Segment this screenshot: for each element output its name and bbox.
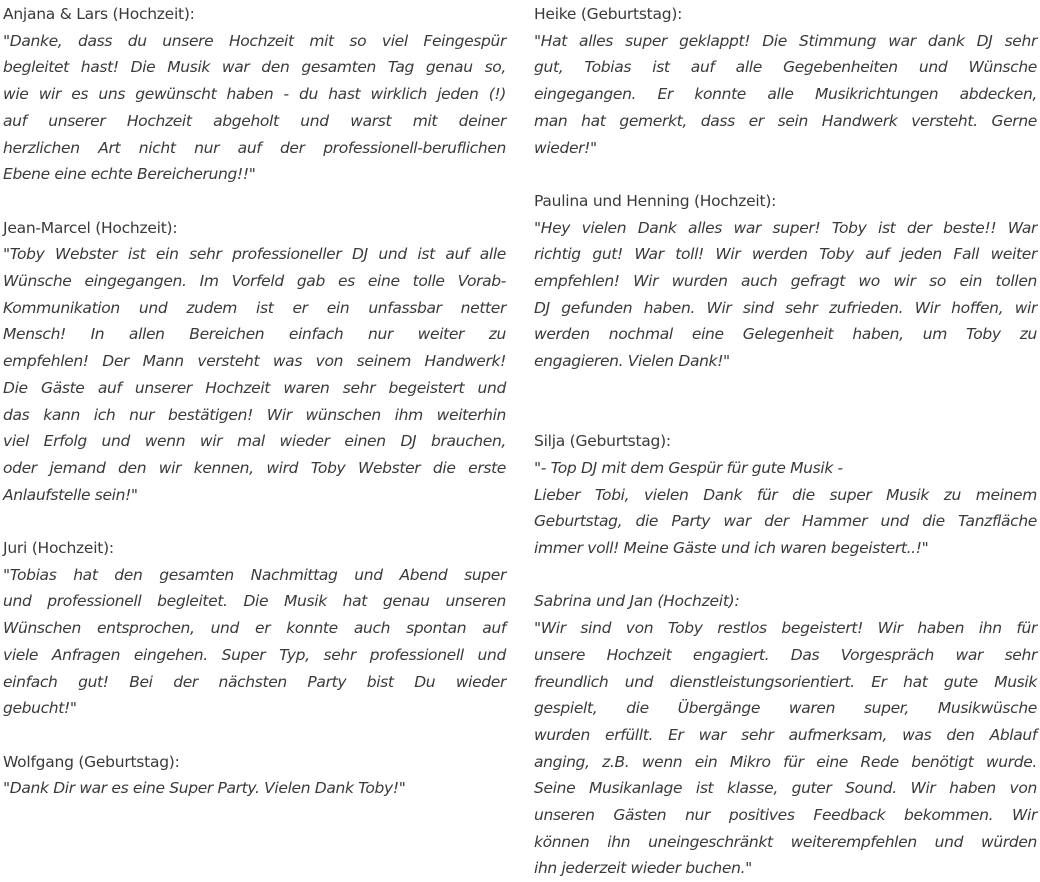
quote-line: Geburtstag, die Party war der Hammer und die Tanzfläche [534, 512, 1037, 531]
quote-line: "Dank Dir war es eine Super Party. Vielen Dank Toby!" [3, 779, 406, 798]
quote-line: "Hat alles super geklappt! Die Stimmung war dank DJ sehr [534, 31, 1037, 50]
quote-line: wieder!" [534, 138, 597, 157]
quote-line: Wünschen entsprochen, und er konnte auch spontan auf [3, 619, 506, 638]
quote-line: einfach gut! Bei der nächsten Party bist Du wieder [3, 672, 506, 691]
quote-line: auf unserer Hochzeit abgeholt und warst mit deiner [3, 111, 506, 130]
quote-line: "Toby Webster ist ein sehr professioneller DJ und ist auf alle [3, 245, 506, 264]
quote-line: und professionell begleitet. Die Musik hat genau unseren [3, 592, 506, 611]
review-author: Silja (Geburtstag): [534, 432, 671, 451]
quote-line: "Tobias hat den gesamten Nachmittag und Abend super [3, 565, 506, 584]
quote-line: ihn jederzeit wieder buchen." [534, 859, 752, 878]
quote-line: Anlaufstelle sein!" [3, 485, 138, 504]
quote-line: "- Top DJ mit dem Gespür für gute Musik - [534, 458, 843, 477]
quote-line: empfehlen! Wir wurden auch gefragt wo wir so ein tollen [534, 272, 1037, 291]
quote-line: Wünsche eingegangen. Im Vorfeld gab es eine tolle Vorab- [3, 272, 506, 291]
quote-line: herzlichen Art nicht nur auf der professionell-beruflichen [3, 138, 506, 157]
quote-line: Die Gäste auf unserer Hochzeit waren sehr begeistert und [3, 378, 506, 397]
quote-line: wurden erfüllt. Er war sehr aufmerksam, was den Ablauf [534, 725, 1037, 744]
quote-line: Kommunikation und zudem ist er ein unfassbar netter [3, 298, 506, 317]
review-jean-marcel [3, 215, 506, 509]
quote-line: Ebene eine echte Bereicherung!!" [3, 165, 256, 184]
quote-line: gut, Tobias ist auf alle Gegebenheiten und Wünsche [534, 58, 1037, 77]
review-author: Juri (Hochzeit): [3, 539, 114, 558]
review-juri [3, 535, 506, 722]
quote-line: gebucht!" [3, 699, 77, 718]
review-anjana-lars [3, 1, 506, 188]
review-quote [3, 775, 506, 802]
review-author: Heike (Geburtstag): [534, 5, 683, 23]
review-author: Anjana & Lars (Hochzeit): [3, 5, 195, 23]
right-column [534, 1, 1037, 882]
review-quote [534, 455, 1037, 562]
review-wolfgang [3, 749, 506, 802]
quote-line: Lieber Tobi, vielen Dank für die super Musik zu meinem [534, 485, 1037, 504]
review-author: Sabrina und Jan (Hochzeit): [534, 592, 740, 611]
quote-line: werden nochmal eine Gelegenheit haben, um Toby zu [534, 325, 1037, 344]
quote-line: richtig gut! War toll! Wir werden Toby auf jeden Fall weiter [534, 245, 1037, 264]
quote-line: "Danke, dass du unsere Hochzeit mit so viel Feingespür [3, 31, 506, 50]
quote-line: "Wir sind von Toby restlos begeistert! Wir haben ihn für [534, 619, 1037, 638]
review-quote [534, 28, 1037, 162]
quote-line: man hat gemerkt, dass er sein Handwerk versteht. Gerne [534, 111, 1037, 130]
quote-line: anging, z.B. wenn ein Mikro für eine Rede benötigt wurde. [534, 752, 1037, 771]
quote-line: wie wir es uns gewünscht haben - du hast wirklich jeden (!) [3, 85, 506, 104]
review-silja [534, 428, 1037, 562]
quote-line: oder jemand den wir kennen, wird Toby Webster die erste [3, 458, 506, 477]
quote-line: viele Anfragen eingehen. Super Typ, sehr professionell und [3, 645, 506, 664]
quote-line: empfehlen! Der Mann versteht was von seinem Handwerk! [3, 352, 506, 371]
quote-line: können ihn uneingeschränkt weiterempfehlen und würden [534, 832, 1037, 851]
review-author: Wolfgang (Geburtstag): [3, 752, 180, 771]
quote-line: Mensch! In allen Bereichen einfach nur weiter zu [3, 325, 506, 344]
review-quote [3, 562, 506, 722]
quote-line: viel Erfolg und wenn wir mal wieder einen DJ brauchen, [3, 432, 506, 451]
quote-line: eingegangen. Er konnte alle Musikrichtungen abdecken, [534, 85, 1037, 104]
review-quote [3, 241, 506, 508]
quote-line: Seine Musikanlage ist klasse, guter Sound. Wir haben von [534, 779, 1037, 798]
quote-line: unseren Gästen nur positives Feedback bekommen. Wir [534, 806, 1037, 825]
review-paulina-henning [534, 188, 1037, 375]
quote-line: "Hey vielen Dank alles war super! Toby ist der beste!! War [534, 218, 1037, 237]
review-quote [534, 215, 1037, 375]
review-heike [534, 1, 1037, 161]
review-quote [534, 615, 1037, 882]
quote-line: DJ gefunden haben. Wir sind sehr zufrieden. Wir hoffen, wir [534, 298, 1037, 317]
quote-line: engagieren. Vielen Dank!" [534, 352, 730, 371]
quote-line: unsere Hochzeit engagiert. Das Vorgespräch war sehr [534, 645, 1037, 664]
quote-line: gespielt, die Übergänge waren super, Musikwüsche [534, 699, 1037, 718]
quote-line: das kann ich nur bestätigen! Wir wünschen ihm weiterhin [3, 405, 506, 424]
review-author: Paulina und Henning (Hochzeit): [534, 191, 777, 210]
review-sabrina-jan [534, 588, 1037, 882]
left-column [3, 1, 506, 802]
quote-line: freundlich und dienstleistungsorientiert. Er hat gute Musik [534, 672, 1037, 691]
quote-line: begleitet hast! Die Musik war den gesamten Tag genau so, [3, 58, 506, 77]
review-quote [3, 28, 506, 188]
quote-line: immer voll! Meine Gäste und ich waren begeistert..!" [534, 539, 929, 558]
review-author: Jean-Marcel (Hochzeit): [3, 218, 178, 237]
